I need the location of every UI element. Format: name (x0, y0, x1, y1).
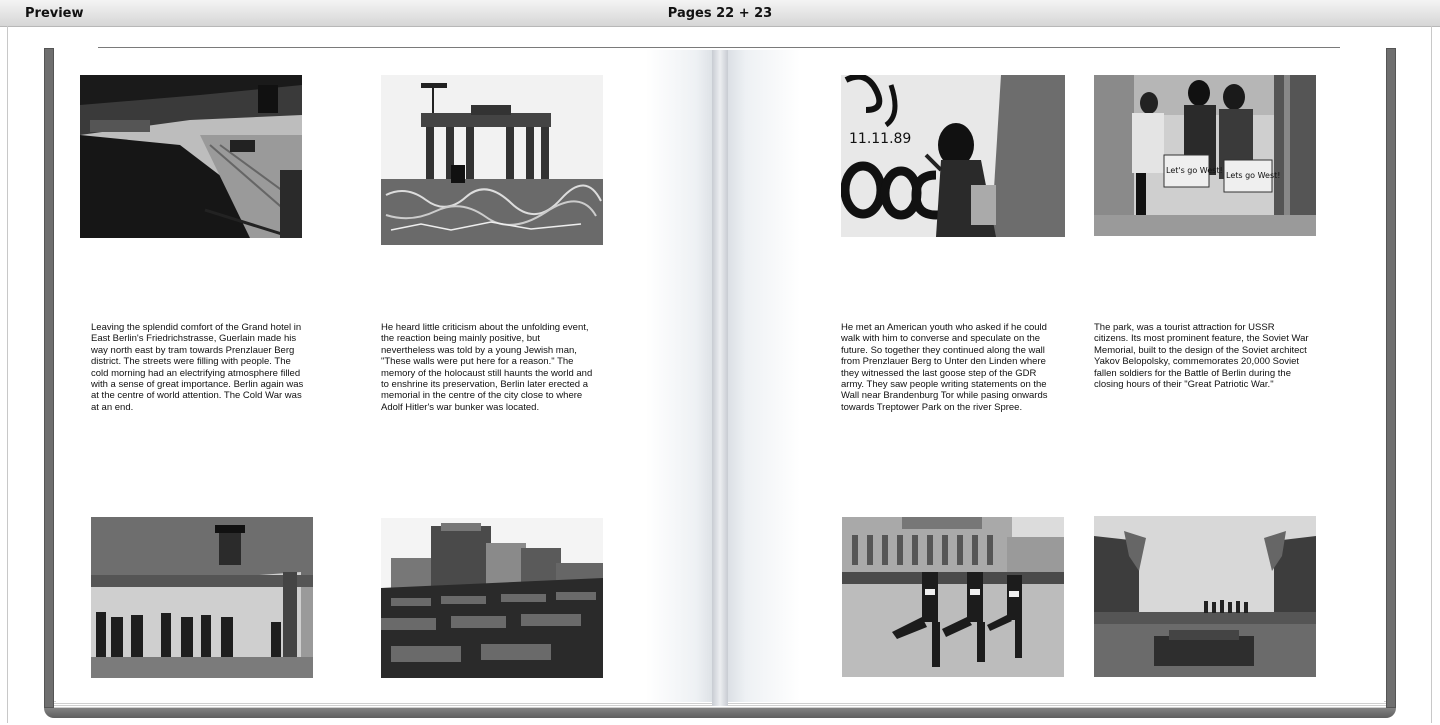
book-spine (712, 50, 728, 706)
caption-friedrichstrasse: Leaving the splendid comfort of the Grand hotel in East Berlin's Friedrichstrasse, Guerlain made his way north east by tram towards Prenzlauer Berg district. The streets were filling with people. The cold morning had an electrifying atmosphere filled with a sense of great importance. Berlin again was at the centre of world attention. The Cold War was at an end. (91, 322, 304, 413)
book-top-edge (98, 47, 1340, 48)
caption-holocaust-memorial: He heard little criticism about the unfolding event, the reaction being mainly positive, but nevertheless was told by a young Jewish man, "These walls were put here for a reason." The memory of the holocaust still haunts the world and to enshrine its preservation, Berlin later erected a memorial in the centre of the city close to where Adolf Hitler's war bunker was located. (381, 322, 593, 413)
preview-label: Preview (25, 6, 84, 21)
photo-lets-go-west[interactable] (1094, 75, 1316, 236)
wall-graffiti-date: 11.11.89 (849, 131, 912, 147)
photo-friedrichstrasse-station[interactable] (80, 75, 302, 238)
photo-checkpoint-crowd[interactable] (91, 517, 313, 678)
bag-text-right: Lets go West! (1226, 171, 1281, 180)
book-cover-left (44, 48, 54, 708)
photo-brandenburg-gate-wall[interactable] (381, 75, 603, 245)
photo-writing-on-wall[interactable] (841, 75, 1065, 237)
book-cover-right (1386, 48, 1396, 708)
caption-american-youth: He met an American youth who asked if he could walk with him to converse and speculate on the future. So together they continued along the wall from Prenzlauer Berg to Unter den Linden where they witnessed the last goose step of the GDR army. They saw people writing statements on the Wall near Brandenburg Tor while pasing onwards towards Treptower Park on the river Spree. (841, 322, 1048, 413)
photo-holocaust-memorial[interactable] (381, 518, 603, 678)
photo-goose-step-guards[interactable] (842, 517, 1064, 677)
photo-soviet-war-memorial[interactable] (1094, 516, 1316, 677)
preview-titlebar (0, 0, 1440, 27)
bag-text-left: Let's go West! (1166, 166, 1223, 175)
caption-treptower-park: The park, was a tourist attraction for USSR citizens. Its most prominent feature, the Soviet War Memorial, built to the design of the Soviet architect Yakov Belopolsky, commemorates 20,000 Soviet fallen soldiers for the Battle of Berlin during the closing hours of their "Great Patriotic War." (1094, 322, 1309, 391)
page-range-title: Pages 22 + 23 (667, 6, 773, 21)
